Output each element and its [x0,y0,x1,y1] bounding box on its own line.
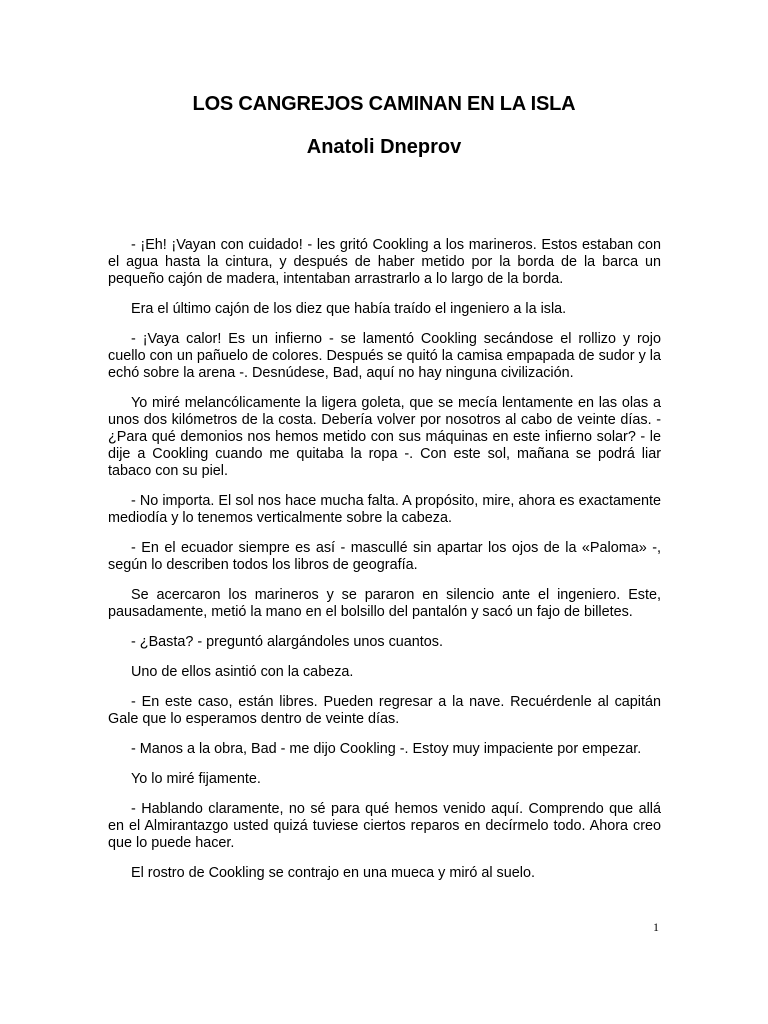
paragraph: - En el ecuador siempre es así - mascullé sin apartar los ojos de la «Paloma» -, según lo describen todos los libros de geografía. [108,540,661,573]
paragraph: Yo miré melancólicamente la ligera goleta, que se mecía lentamente en las olas a unos dos kilómetros de la costa. Debería volver por nosotros al cabo de veinte días. - ¿Para qué demonios nos hemos metido con sus máquinas en este infierno solar? - le dije a Cookling cuando me quitaba la ropa -. Con este sol, mañana se podrá liar tabaco con su piel. [108,395,661,479]
document-author: Anatoli Dneprov [306,136,462,158]
paragraph: Era el último cajón de los diez que había traído el ingeniero a la isla. [131,301,567,317]
paragraph: Uno de ellos asintió con la cabeza. [131,664,354,680]
paragraph: - Manos a la obra, Bad - me dijo Cookling -. Estoy muy impaciente por empezar. [131,741,642,757]
paragraph: Se acercaron los marineros y se pararon en silencio ante el ingeniero. Este, pausadamente, metió la mano en el bolsillo del pantalón y sacó un fajo de billetes. [108,587,661,620]
paragraph: - ¡Eh! ¡Vayan con cuidado! - les gritó Cookling a los marineros. Estos estaban con el agua hasta la cintura, y después de haber metido por la borda de la barca un pequeño cajón de madera, intentaban arrastrarlo a lo largo de la borda. [108,237,661,287]
paragraph: - En este caso, están libres. Pueden regresar a la nave. Recuérdenle al capitán Gale que lo esperamos dentro de veinte días. [108,694,661,727]
paragraph: - ¿Basta? - preguntó alargándoles unos cuantos. [131,634,443,650]
paragraph: - No importa. El sol nos hace mucha falta. A propósito, mire, ahora es exactamente mediodía y lo tenemos verticalmente sobre la cabeza. [108,493,661,526]
paragraph: - ¡Vaya calor! Es un infierno - se lamentó Cookling secándose el rollizo y rojo cuello con un pañuelo de colores. Después se quitó la camisa empapada de sudor y la echó sobre la arena -. Desnúdese, Bad, aquí no hay ninguna civilización. [108,331,661,381]
paragraph: Yo lo miré fijamente. [131,771,261,787]
page-number: 1 [653,920,659,934]
paragraph: - Hablando claramente, no sé para qué hemos venido aquí. Comprendo que allá en el Almirantazgo usted quizá tuviese ciertos reparos en decírmelo todo. Ahora creo que lo puede hacer. [108,801,661,851]
document-title: LOS CANGREJOS CAMINAN EN LA ISLA [192,93,576,115]
paragraph: El rostro de Cookling se contrajo en una mueca y miró al suelo. [131,865,535,881]
document-body [108,237,661,895]
